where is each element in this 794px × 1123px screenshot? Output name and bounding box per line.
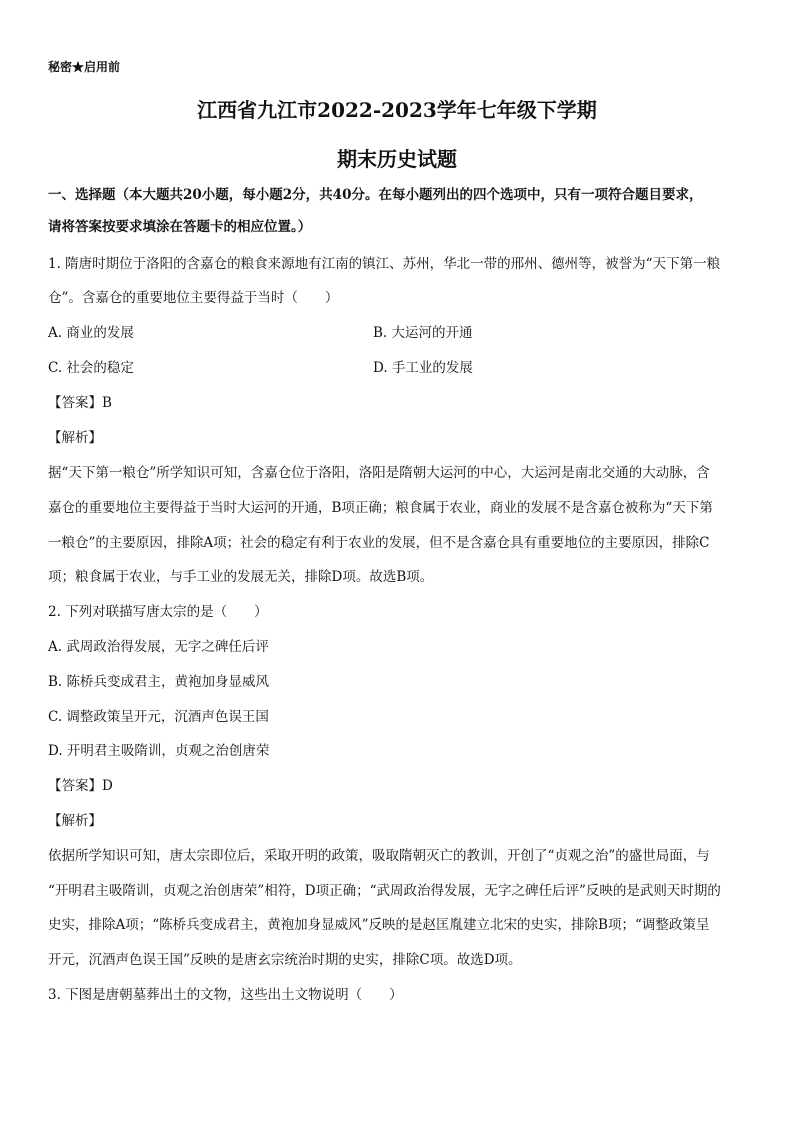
q1-option-c: C. 社会的稳定: [48, 360, 134, 376]
secret-label: 秘密★启用前: [48, 60, 121, 74]
q2-option-c: C. 调整政策呈开元，沉酒声色误王国: [48, 709, 269, 725]
section-instruction-line2: 请将答案按要求填涂在答题卡的相应位置。）: [48, 219, 312, 235]
q2-option-a: A. 武周政治得发展，无字之碑任后评: [48, 639, 269, 655]
q1-analysis-line3: 一粮仓”的主要原因，排除A项；社会的稳定有利于农业的发展，但不是含嘉仓具有重要地位的主要原因，排除C: [48, 535, 710, 551]
q3-stem: 3. 下图是唐朝墓葬出土的文物，这些出土文物说明（ ）: [48, 987, 403, 1003]
exam-subtitle: 期末历史试题: [337, 147, 457, 171]
q2-analysis-line4: 开元，沉酒声色误王国”反映的是唐玄宗统治时期的史实，排除C项。故选D项。: [48, 952, 522, 968]
q1-stem-line1: 1. 隋唐时期位于洛阳的含嘉仓的粮食来源地有江南的镇江、苏州，华北一带的邢州、德州等，被誉为“天下第一粮: [48, 256, 721, 272]
q1-stem-line2: 仓”。含嘉仓的重要地位主要得益于当时（ ）: [48, 290, 339, 306]
q2-analysis-label: 【解析】: [48, 813, 102, 829]
q1-option-b: B. 大运河的开通: [373, 325, 473, 341]
q1-analysis-line1: 据“天下第一粮仓”所学知识可知，含嘉仓位于洛阳，洛阳是隋朝大运河的中心，大运河是南北交通的大动脉，含: [48, 465, 710, 481]
q2-option-b: B. 陈桥兵变成君主，黄袍加身显威风: [48, 674, 270, 690]
q2-answer: 【答案】D: [48, 778, 113, 794]
q1-analysis-label: 【解析】: [48, 430, 102, 446]
exam-title: 江西省九江市2022-2023学年七年级下学期: [197, 98, 597, 122]
q1-option-a: A. 商业的发展: [48, 325, 134, 341]
q1-option-d: D. 手工业的发展: [373, 360, 473, 376]
q1-analysis-line2: 嘉仓的重要地位主要得益于当时大运河的开通，B项正确；粮食属于农业，商业的发展不是含嘉仓被称为“天下第: [48, 500, 713, 516]
q2-option-d: D. 开明君主吸隋训，贞观之治创唐荣: [48, 743, 270, 759]
q2-analysis-line3: 史实，排除A项；“陈桥兵变成君主，黄袍加身显威风”反映的是赵匡胤建立北宋的史实，排除B项；“调整政策呈: [48, 917, 710, 933]
q2-analysis-line1: 依据所学知识可知，唐太宗即位后，采取开明的政策，吸取隋朝灭亡的教训，开创了“贞观之治”的盛世局面，与: [48, 848, 710, 864]
q2-analysis-line2: “开明君主吸隋训，贞观之治创唐荣”相符，D项正确；“武周政治得发展，无字之碑任后评”反映的是武则天时期的: [48, 883, 721, 899]
q1-analysis-line4: 项；粮食属于农业，与手工业的发展无关，排除D项。故选B项。: [48, 569, 434, 585]
q1-answer: 【答案】B: [48, 395, 112, 411]
section-instruction-line1: 一、选择题（本大题共20小题，每小题2分，共40分。在每小题列出的四个选项中，只有一项符合题目要求，: [48, 187, 703, 203]
q2-stem: 2. 下列对联描写唐太宗的是（ ）: [48, 604, 268, 620]
